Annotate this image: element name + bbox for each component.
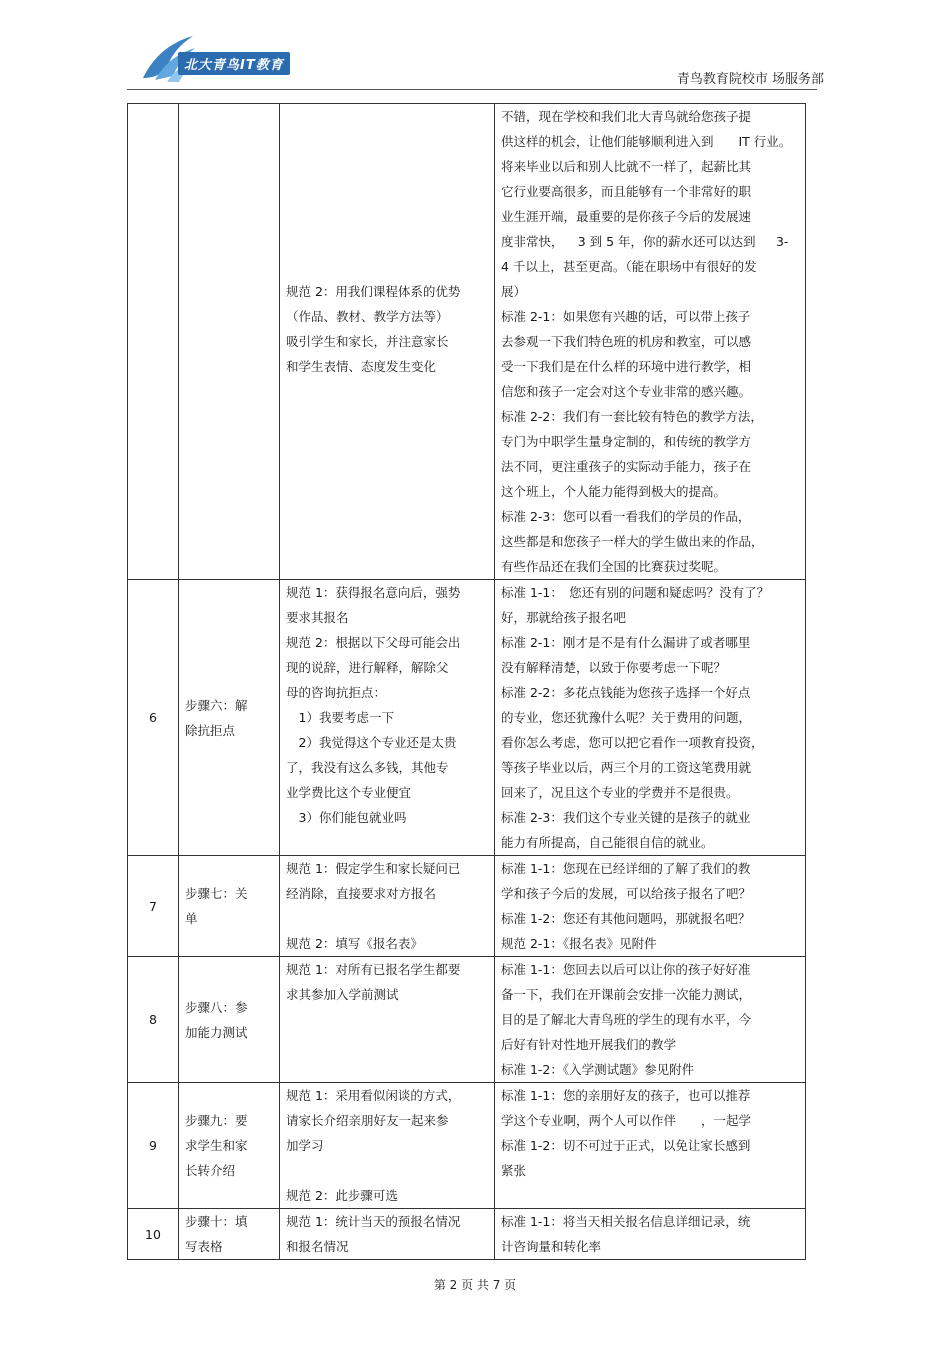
standard-line: 标准 2-3：我们这个专业关键的是孩子的就业 — [501, 810, 751, 825]
standard-line: 业生涯开端，最重要的是你孩子今后的发展速 — [501, 209, 752, 224]
standard-line: 规范 2-1：《报名表》见附件 — [501, 936, 657, 951]
standard-cell — [495, 104, 806, 580]
standard-line: 去参观一下我们特色班的机房和教室，可以感 — [501, 334, 752, 349]
step-name-line: 加能力测试 — [185, 1024, 248, 1040]
header-divider — [127, 89, 817, 90]
standard-line: 标准 2-3：您可以看一看我们的学员的作品， — [501, 509, 751, 524]
standard-line: 4 千以上，甚至更高。（能在职场中有很好的发 — [501, 259, 757, 274]
standard-line: 标准 1-1：将当天相关报名信息详细记录，统 — [501, 1214, 751, 1229]
standard-line: 等孩子毕业以后，两三个月的工资这笔费用就 — [501, 760, 752, 775]
step-name-line: 写表格 — [185, 1239, 223, 1254]
norm-line — [286, 104, 488, 129]
norm-line: 规范 2：根据以下父母可能会出 — [286, 635, 461, 650]
standard-line: 不错，现在学校和我们北大青鸟就给您孩子提 — [501, 109, 752, 124]
norm-cell — [280, 957, 495, 1083]
norm-line: 规范 1：对所有已报名学生都要 — [286, 962, 461, 977]
norm-cell — [280, 856, 495, 957]
norm-line — [286, 229, 488, 254]
header-org-name: 青鸟教育院校市 场服务部 — [676, 72, 824, 87]
standard-line: 标准 2-2：多花点钱能为您孩子选择一个好点 — [501, 685, 751, 700]
step-name-line: 长转介绍 — [185, 1163, 236, 1178]
standard-line: 将来毕业以后和别人比就不一样了，起薪比其 — [501, 159, 752, 174]
norm-line: 现的说辞，进行解释，解除父 — [286, 660, 449, 675]
standard-cell — [495, 1083, 806, 1209]
step-name-cell — [179, 104, 280, 580]
norm-line — [286, 154, 488, 179]
standard-line: 后好有针对性地开展我们的教学 — [501, 1037, 677, 1052]
standard-line: 没有解释清楚，以致于你要考虑一下呢？ — [501, 660, 727, 675]
step-name-line: 除抗拒点 — [185, 722, 236, 738]
standard-line: 标准 1-2：切不可过于正式，以免让家长感到 — [501, 1138, 751, 1153]
step-name-line: 步骤七：关 — [185, 886, 248, 901]
standard-line: 受一下我们是在什么样的环境中进行教学，相 — [501, 359, 752, 374]
norm-line — [286, 179, 488, 204]
table-row — [128, 856, 806, 957]
step-name-line: 步骤八：参 — [185, 999, 248, 1015]
step-name-line: 求学生和家 — [185, 1138, 248, 1153]
norm-line: 2）我觉得这个专业还是太贵 — [286, 735, 457, 750]
norm-line: 规范 2：用我们课程体系的优势 — [286, 284, 461, 299]
standard-line: 能力有所提高，自己能很自信的就业。 — [501, 835, 714, 850]
standard-line: 好，那就给孩子报名吧 — [501, 610, 627, 625]
norm-cell — [280, 1209, 495, 1260]
norm-line: （作品、教材、教学方法等） — [286, 309, 449, 324]
norm-line: 和报名情况 — [286, 1239, 349, 1254]
norm-cell — [280, 104, 495, 580]
standard-line: 标准 1-1：您现在已经详细的了解了我们的教 — [501, 861, 751, 876]
standard-line: 这些都是和您孩子一样大的学生做出来的作品， — [501, 534, 764, 549]
step-number-cell: 10 — [128, 1209, 179, 1260]
step-name-line: 步骤六：解 — [185, 697, 248, 713]
standard-line: 计咨询量和转化率 — [501, 1239, 602, 1254]
norm-line: 加学习 — [286, 1138, 324, 1153]
step-number-cell: 6 — [128, 580, 179, 856]
norm-line: 3）你们能包就业吗 — [286, 810, 407, 825]
standard-line: 法不同，更注重孩子的实际动手能力，孩子在 — [501, 459, 752, 474]
norm-line: 求其参加入学前测试 — [286, 987, 399, 1002]
standard-line: 看你怎么考虑，您可以把它看作一项教育投资， — [501, 735, 764, 750]
standard-line: 学这个专业啊，两个人可以作伴 ，一起学 — [501, 1113, 752, 1128]
standard-line: 专门为中职学生量身定制的，和传统的教学方 — [501, 434, 752, 449]
standard-cell — [495, 856, 806, 957]
standard-line: 有些作品还在我们全国的比赛获过奖呢。 — [501, 559, 727, 574]
standard-line: 备一下，我们在开课前会安排一次能力测试， — [501, 987, 752, 1002]
norm-line: 规范 1：统计当天的预报名情况 — [286, 1214, 461, 1229]
standard-line: 标准 2-2：我们有一套比较有特色的教学方法， — [501, 409, 763, 424]
step-name-line: 单 — [185, 911, 198, 926]
standard-cell — [495, 1209, 806, 1260]
standard-line: 标准 1-1：您的亲朋好友的孩子，也可以推荐 — [501, 1088, 751, 1103]
norm-line: 业学费比这个专业便宜 — [286, 785, 412, 800]
norm-line — [286, 1158, 488, 1183]
standard-line: 标准 1-1： 您还有别的问题和疑虑吗？没有了？ — [501, 585, 770, 600]
standard-line: 信您和孩子一定会对这个专业非常的感兴趣。 — [501, 384, 752, 399]
standard-line: 学和孩子今后的发展，可以给孩子报名了吧？ — [501, 886, 752, 901]
standard-line: 标准 1-1：您回去以后可以让你的孩子好好准 — [501, 962, 751, 977]
standard-line: 标准 1-2：您还有其他问题吗，那就报名吧？ — [501, 911, 751, 926]
step-number-cell: 7 — [128, 856, 179, 957]
norm-line: 规范 2：填写《报名表》 — [286, 936, 423, 951]
standard-line: 度非常快， 3 到 5 年，你的薪水还可以达到 3- — [501, 234, 789, 249]
standard-cell — [495, 580, 806, 856]
table-row — [128, 1209, 806, 1260]
norm-line — [286, 129, 488, 154]
standard-line: 它行业要高很多，而且能够有一个非常好的职 — [501, 184, 752, 199]
norm-line: 规范 1：假定学生和家长疑问已 — [286, 861, 461, 876]
standard-line: 的专业，您还犹豫什么呢？关于费用的问题， — [501, 710, 752, 725]
standard-line: 展） — [501, 284, 527, 299]
norm-line: 规范 2：此步骤可选 — [286, 1188, 398, 1203]
norm-line: 和学生表情、态度发生变化 — [286, 359, 437, 374]
standard-line: 这个班上，个人能力能得到极大的提高。 — [501, 484, 727, 499]
norm-line: 规范 1：获得报名意向后，强势 — [286, 585, 461, 600]
process-table — [127, 103, 806, 1260]
norm-line — [286, 906, 488, 931]
norm-line: 要求其报名 — [286, 610, 349, 625]
standard-line: 标准 2-1：如果您有兴趣的话，可以带上孩子 — [501, 309, 751, 324]
norm-line: 了，我没有这么多钱，其他专 — [286, 760, 449, 775]
step-number-cell — [128, 104, 179, 580]
norm-cell — [280, 580, 495, 856]
table-row — [128, 957, 806, 1083]
step-name-cell — [179, 1083, 280, 1209]
standard-line: 回来了，况且这个专业的学费并不是很贵。 — [501, 785, 739, 800]
norm-line: 请家长介绍亲朋好友一起来参 — [286, 1113, 449, 1128]
norm-line: 经消除，直接要求对方报名 — [286, 886, 437, 901]
step-name-cell — [179, 957, 280, 1083]
step-name-cell — [179, 856, 280, 957]
step-number-cell: 8 — [128, 957, 179, 1083]
norm-line: 吸引学生和家长，并注意家长 — [286, 334, 449, 349]
standard-line: 标准 2-1：刚才是不是有什么漏讲了或者哪里 — [501, 635, 751, 650]
standard-line: 紧张 — [501, 1163, 527, 1178]
norm-line: 规范 1：采用看似闲谈的方式， — [286, 1088, 461, 1103]
page-footer: 第 2 页 共 7 页 — [433, 1278, 517, 1292]
standard-line: 标准 1-2：《入学测试题》参见附件 — [501, 1062, 695, 1077]
standard-cell — [495, 957, 806, 1083]
norm-line: 1）我要考虑一下 — [286, 710, 394, 725]
step-name-line: 步骤十：填 — [185, 1214, 248, 1229]
step-name-cell — [179, 580, 280, 856]
standard-line: 供这样的机会，让他们能够顺利进入到 IT 行业。 — [501, 134, 792, 149]
table-row — [128, 1083, 806, 1209]
step-name-line: 步骤九：要 — [185, 1113, 248, 1128]
step-number-cell: 9 — [128, 1083, 179, 1209]
norm-line — [286, 204, 488, 229]
table-row — [128, 104, 806, 580]
norm-line: 母的咨询抗拒点： — [286, 685, 387, 700]
norm-line — [286, 254, 488, 279]
standard-line: 目的是了解北大青鸟班的学生的现有水平，今 — [501, 1012, 752, 1027]
step-name-cell — [179, 1209, 280, 1260]
table-row — [128, 580, 806, 856]
norm-cell — [280, 1083, 495, 1209]
logo-text: 北大青鸟IT教育 — [178, 52, 290, 75]
